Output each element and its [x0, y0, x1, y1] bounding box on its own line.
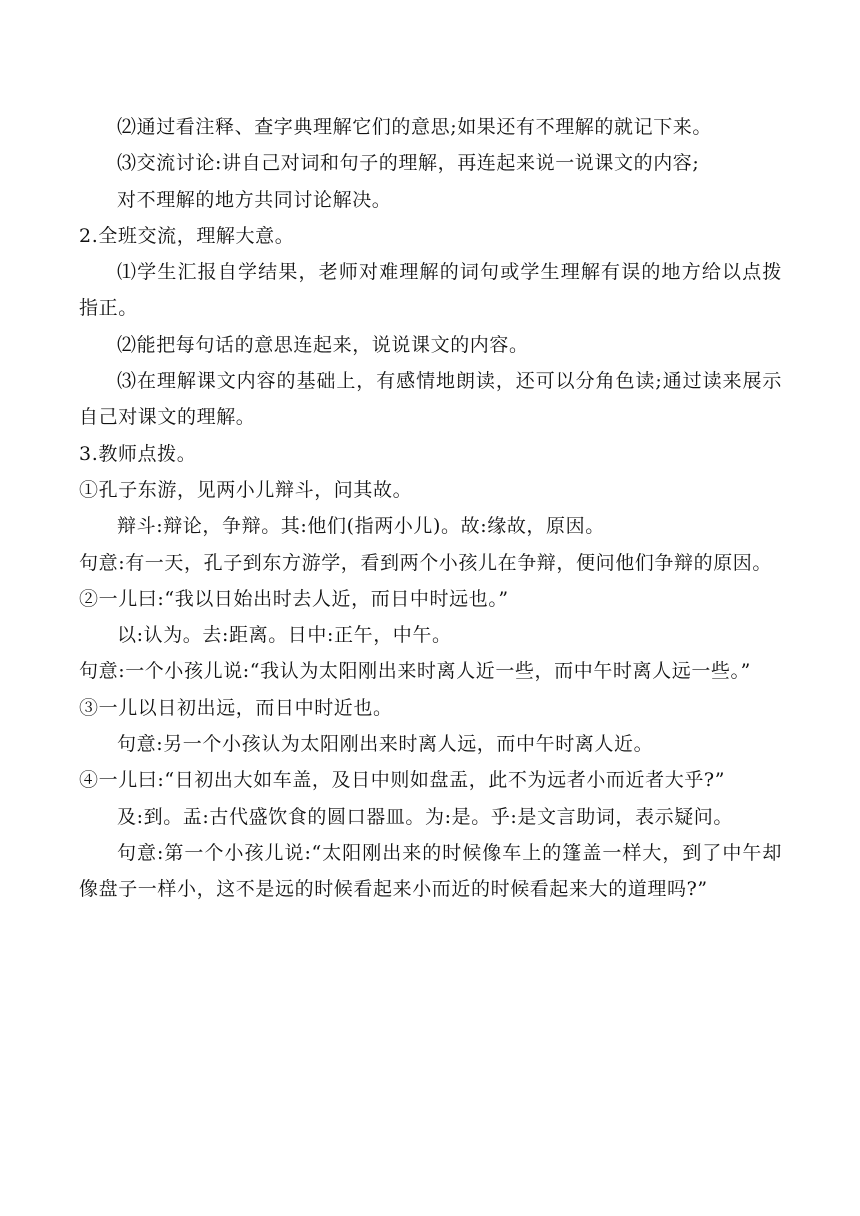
paragraph-step-2: ⑵通过看注释、查字典理解它们的意思;如果还有不理解的就记下来。: [117, 116, 713, 138]
quote-sentence-3: ③一儿以日初出远，而日中时近也。: [79, 696, 393, 719]
annotation-sentence-4: 及:到。盂:古代盛饮食的圆口器皿。为:是。乎:是文言助词，表示疑问。: [117, 805, 734, 828]
annotation-sentence-2: 以:认为。去:距离。日中:正午，中午。: [117, 624, 452, 647]
meaning-sentence-1: 句意:有一天，孔子到东方游学，看到两个小孩儿在争辩，便问他们争辩的原因。: [79, 551, 773, 574]
meaning-sentence-3: 句意:另一个小孩认为太阳刚出来时离人远，而中午时离人近。: [117, 733, 654, 756]
paragraph-report-results: ⑴学生汇报自学结果，老师对难理解的词句或学生理解有误的地方给以点拨指正。: [79, 261, 782, 320]
paragraph-read-aloud: ⑶在理解课文内容的基础上，有感情地朗读，还可以分角色读;通过读来展示自己对课文的理解。: [79, 370, 782, 429]
quote-sentence-4: ④一儿曰:“日初出大如车盖，及日中则如盘盂，此不为远者小而近者大乎?”: [79, 769, 726, 792]
paragraph-connect-meanings: ⑵能把每句话的意思连起来，说说课文的内容。: [117, 333, 529, 356]
quote-sentence-1: ①孔子东游，见两小儿辩斗，问其故。: [79, 478, 413, 501]
section-heading-class-exchange: 2.全班交流，理解大意。: [79, 224, 295, 247]
paragraph-step-3-continued: 对不理解的地方共同讨论解决。: [117, 188, 392, 211]
document-body: [79, 109, 782, 908]
section-heading-teacher-guidance: 3.教师点拨。: [79, 442, 197, 465]
paragraph-step-3: ⑶交流讨论:讲自己对词和句子的理解，再连起来说一说课文的内容;: [117, 152, 700, 175]
quote-sentence-2: ②一儿曰:“我以日始出时去人近，而日中时远也。”: [79, 587, 509, 610]
meaning-sentence-4: 句意:第一个小孩儿说:“太阳刚出来的时候像车上的篷盖一样大，到了中午却像盘子一样小，这不是远的时候看起来小而近的时候看起来大的道理吗?”: [79, 841, 782, 901]
annotation-sentence-1: 辩斗:辩论，争辩。其:他们(指两小儿)。故:缘故，原因。: [117, 515, 605, 538]
meaning-sentence-2: 句意:一个小孩儿说:“我认为太阳刚出来时离人近一些，而中午时离人远一些。”: [79, 660, 751, 683]
